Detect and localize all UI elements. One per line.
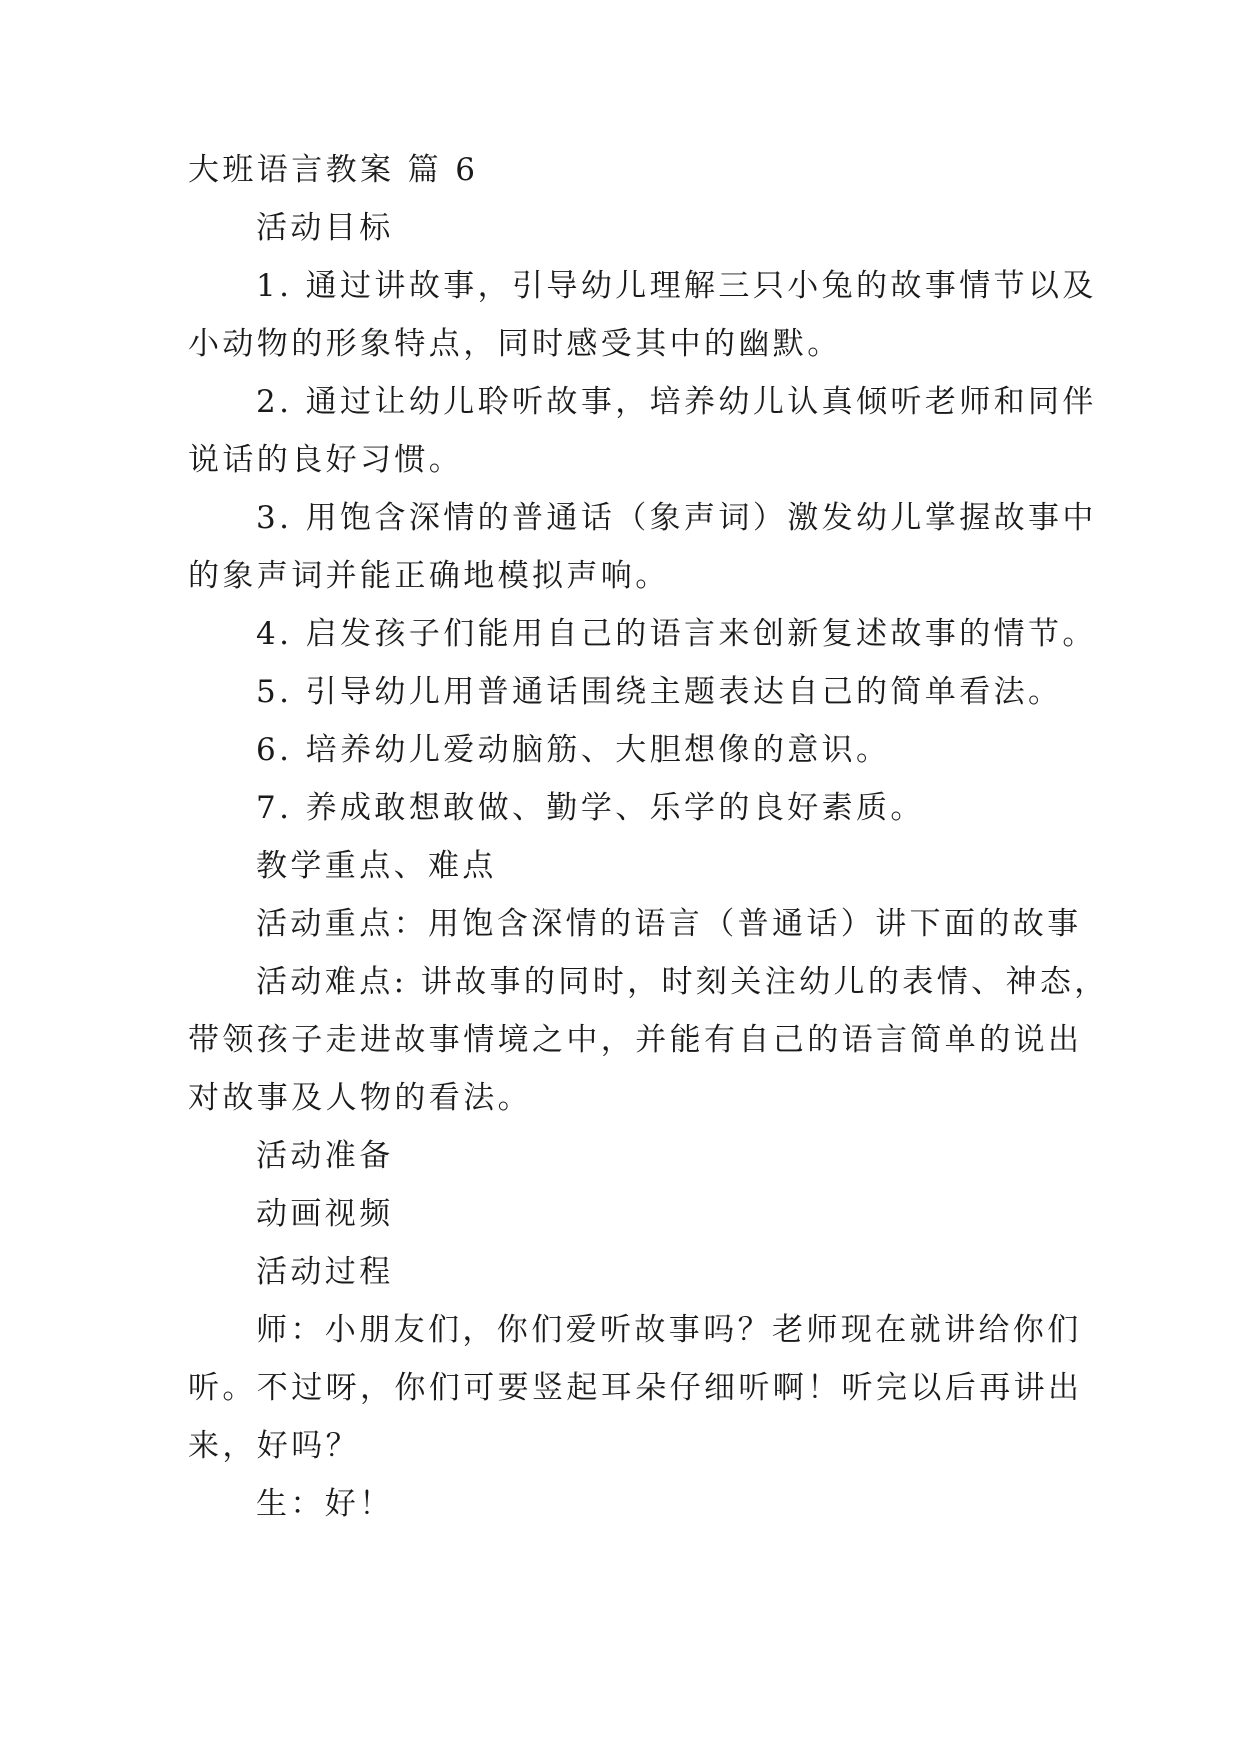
paragraph-line: 活动重点：用饱含深情的语言（普通话）讲下面的故事 — [256, 906, 1082, 942]
paragraph-line: 4. 启发孩子们能用自己的语言来创新复述故事的情节。 — [256, 616, 1097, 652]
paragraph-line: 6. 培养幼儿爱动脑筋、大胆想像的意识。 — [256, 732, 891, 768]
paragraph-line: 带领孩子走进故事情境之中，并能有自己的语言简单的说出 — [188, 1022, 1083, 1058]
paragraph-line: 2. 通过让幼儿聆听故事，培养幼儿认真倾听老师和同伴 — [256, 384, 1097, 420]
section-heading: 活动准备 — [256, 1138, 394, 1174]
paragraph-line: 7. 养成敢想敢做、勤学、乐学的良好素质。 — [256, 790, 925, 826]
paragraph-line: 活动难点: 讲故事的同时，时刻关注幼儿的表情、神态， — [256, 964, 1109, 1000]
paragraph-line: 动画视频 — [256, 1196, 394, 1232]
paragraph-line: 1. 通过讲故事，引导幼儿理解三只小兔的故事情节以及 — [256, 268, 1097, 304]
paragraph-line: 听。不过呀，你们可要竖起耳朵仔细听啊！听完以后再讲出 — [188, 1370, 1083, 1406]
section-heading: 教学重点、难点 — [256, 848, 497, 884]
paragraph-line: 来，好吗？ — [188, 1428, 360, 1464]
paragraph-line: 的象声词并能正确地模拟声响。 — [188, 558, 670, 594]
paragraph-line: 对故事及人物的看法。 — [188, 1080, 532, 1116]
paragraph-line: 3. 用饱含深情的普通话（象声词）激发幼儿掌握故事中 — [256, 500, 1097, 536]
paragraph-line: 师：小朋友们，你们爱听故事吗？老师现在就讲给你们 — [256, 1312, 1082, 1348]
paragraph-line: 生：好！ — [256, 1486, 394, 1522]
paragraph-line: 说话的良好习惯。 — [188, 442, 464, 478]
document-title: 大班语言教案 篇 6 — [188, 152, 479, 188]
paragraph-line: 小动物的形象特点，同时感受其中的幽默。 — [188, 326, 842, 362]
paragraph-line: 5. 引导幼儿用普通话围绕主题表达自己的简单看法。 — [256, 674, 1063, 710]
section-heading: 活动目标 — [256, 210, 394, 246]
section-heading: 活动过程 — [256, 1254, 394, 1290]
